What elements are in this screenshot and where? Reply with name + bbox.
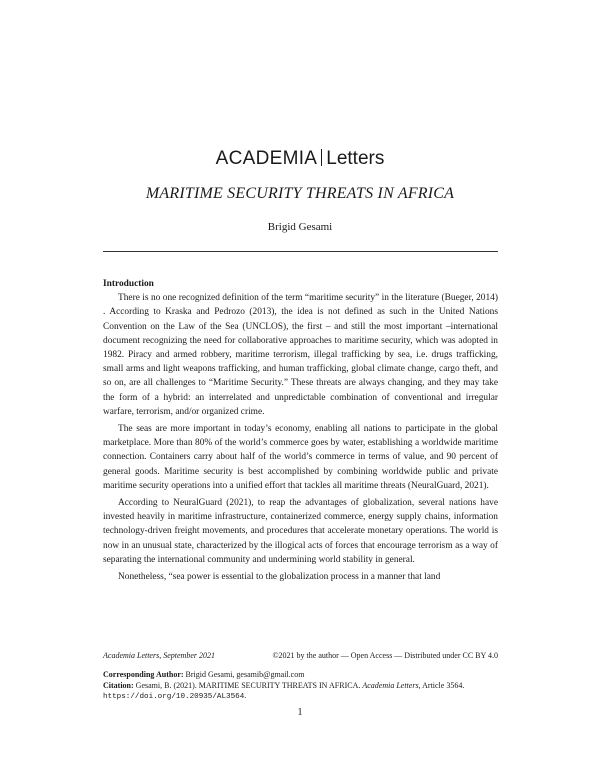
citation-journal: Academia Letters	[362, 680, 419, 690]
paragraph: There is no one recognized definition of the term “maritime security” in the literature (Bueger, 2014) . According to Kraska and Pedrozo (2013), the idea is not defined as such in the United Nations Convention on the Law of the Sea (UNCLOS), the first – and still the most important –international document recognizing the need for collaborative approaches to maritime security, which was adopted in 1982. Piracy and armed robbery, maritime terrorism, illegal trafficking by sea, i.e. drugs trafficking, small arms and light weapons trafficking, and human trafficking, global climate change, cargo theft, and so on, are all challenges to “Maritime Security.” These threats are always changing, and they may take the form of a hybrid: an interrelated and unpredictable combination of conventional and irregular warfare, terrorism, and/or organized crime.	[103, 293, 498, 417]
article-author: Brigid Gesami	[267, 221, 333, 233]
header-rule	[103, 251, 498, 252]
corresponding-value: Brigid Gesami, gesamib@gmail.com	[185, 670, 305, 679]
citation-doi-link[interactable]: https://doi.org/10.20935/AL3564	[103, 693, 245, 701]
citation-label: Citation:	[103, 680, 134, 690]
article-title: MARITIME SECURITY THREATS IN AFRICA	[145, 185, 455, 202]
citation-article: , Article 3564.	[418, 680, 465, 690]
brand-primary: ACADEMIA	[215, 148, 318, 169]
page-number: 1	[297, 707, 303, 718]
corresponding-label: Corresponding Author:	[103, 670, 184, 679]
citation	[103, 681, 498, 703]
citation-text: Gesami, B. (2021). MARITIME SECURITY THREATS IN AFRICA.	[135, 680, 361, 690]
brand-secondary: Letters	[326, 148, 385, 169]
brand-divider	[321, 149, 322, 166]
corresponding-author	[103, 670, 498, 681]
journal-date: Academia Letters, September 2021	[103, 651, 215, 660]
journal-brand	[0, 148, 600, 170]
paragraph: Nonetheless, “sea power is essential to the globalization process in a manner that land	[118, 572, 441, 583]
footer-citation-block	[103, 670, 498, 703]
license-text: ©2021 by the author — Open Access — Distributed under CC BY 4.0	[272, 651, 498, 660]
article-body	[103, 277, 498, 587]
paragraph: According to NeuralGuard (2021), to reap the advantages of globalization, several nations have invested heavily in maritime infrastructure, containerized commerce, energy supply chains, information technology-driven freight movements, and procedures that accelerate monetary operations. The world is now in an unusual state, characterized by the illogical acts of forces that encourage terrorism as a way of separating the international community and undermining world stability in general.	[103, 498, 498, 565]
paragraph: The seas are more important in today’s economy, enabling all nations to participate in the global marketplace. More than 80% of the world’s commerce goes by water, establishing a worldwide maritime connection. Containers carry about half of the world’s commerce in terms of value, and 90 percent of general goods. Maritime security is best accomplished by combining worldwide public and private maritime security operations into a unified effort that tackles all maritime threats (NeuralGuard, 2021).	[103, 424, 498, 491]
section-heading: Introduction	[103, 279, 154, 289]
footer-meta	[103, 650, 498, 661]
citation-end: .	[244, 691, 247, 700]
